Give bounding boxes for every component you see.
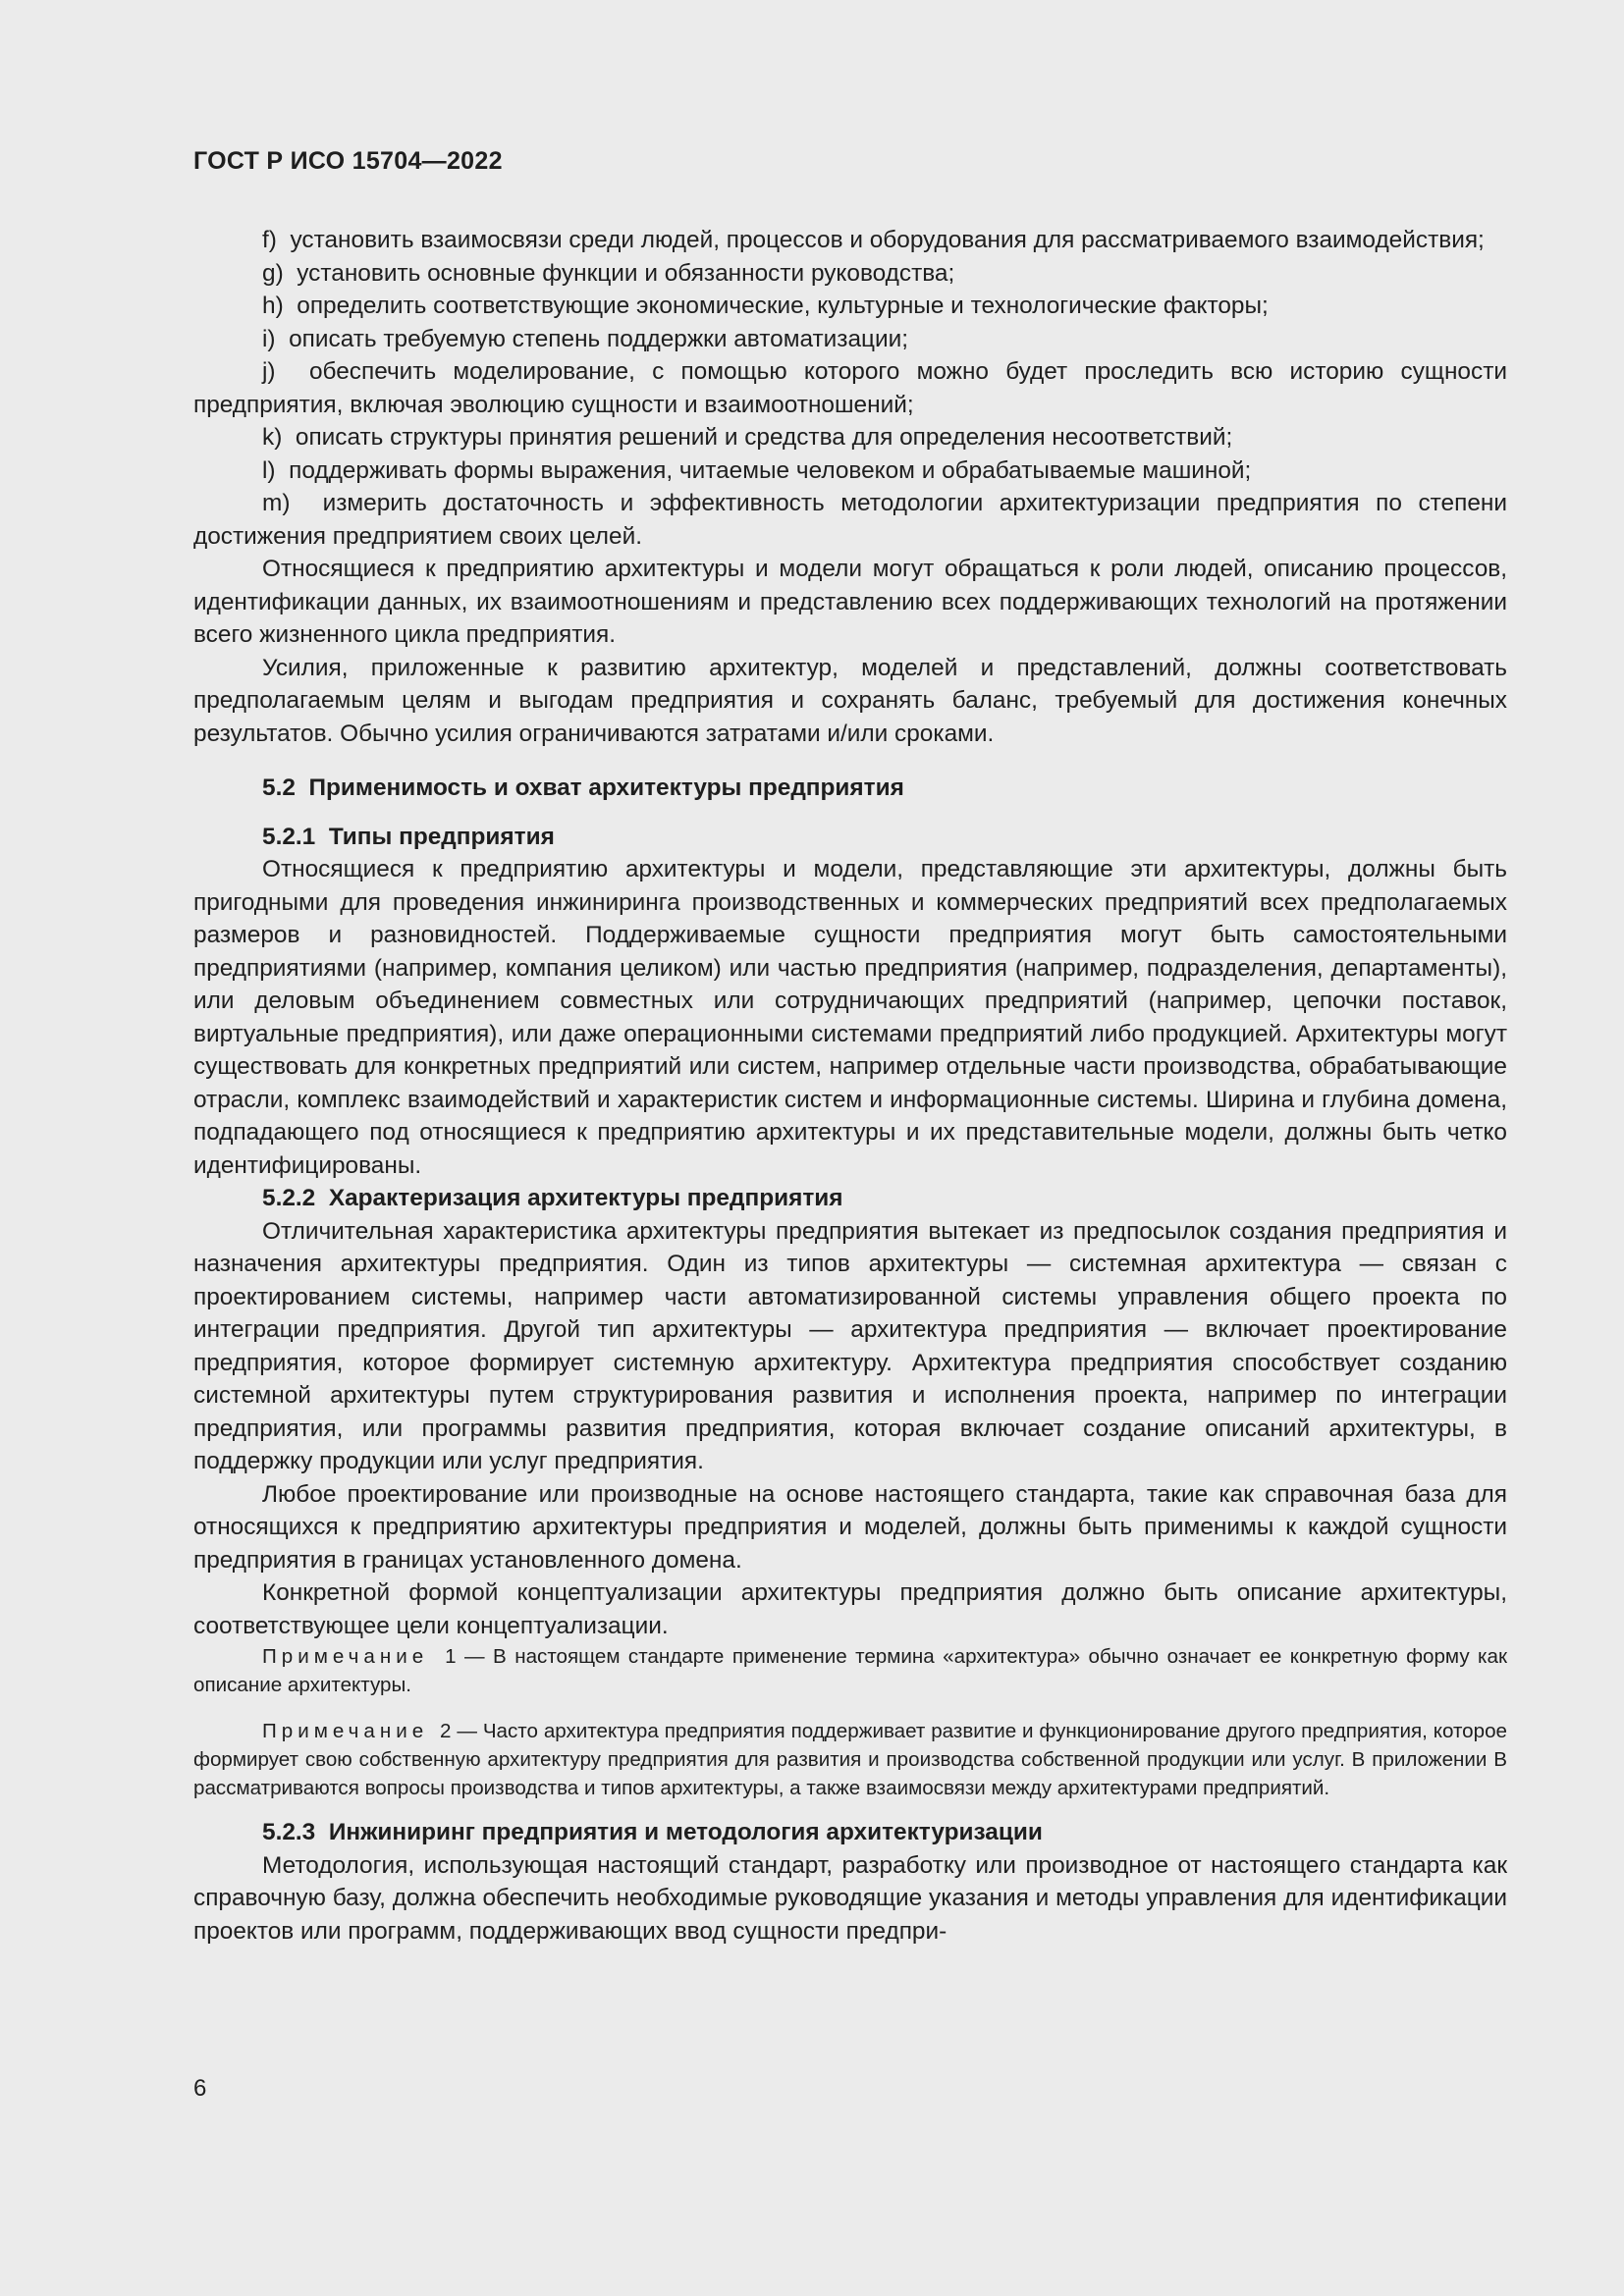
section-heading-5-2-3 bbox=[193, 1816, 1507, 1849]
section-title: Типы предприятия bbox=[328, 823, 555, 850]
list-marker: f) bbox=[262, 227, 277, 253]
body-paragraph: Относящиеся к предприятию архитектуры и модели, представляющие эти архитектуры, должны быть пригодными для проведения инжиниринга производственных и коммерческих предприятий всех предполагаемых размеров и разновидностей. Поддерживаемые сущности предприятия могут быть самостоятельными предприятиями (например, компания целиком) или частью предприятия (например, подразделения, департаменты), или деловым объединением совместных или сотрудничающих предприятий (например, цепочки поставок, виртуальные предприятия), или даже операционными системами предприятий либо продукцией. Архитектуры могут существовать для конкретных предприятий или систем, например отдельные части производства, обрабатывающие отрасли, комплекс взаимодействий и характеристик систем и информационные системы. Ширина и глубина домена, подпадающего под относящиеся к предприятию архитектуры и их представительные модели, должны быть четко идентифицированы. bbox=[193, 856, 1507, 1179]
section-heading-5-2-1 bbox=[193, 821, 1507, 854]
list-item bbox=[193, 355, 1507, 421]
list-marker: m) bbox=[262, 490, 291, 516]
body-paragraph: Отличительная характеристика архитектуры предприятия вытекает из предпосылок создания предприятия и назначения архитектуры предприятия. Один из типов архитектуры — системная архитектура — связан с проектированием системы, например части автоматизированной системы управления общего проекта по интеграции предприятия. Другой тип архитектуры — архитектура предприятия — включает проектирование предприятия, которое формирует системную архитектуру. Архитектура предприятия способствует созданию системной архитектуры путем структурирования развития и исполнения проекта, например по интеграции предприятия, или программы развития предприятия, которая включает создание описаний архитектуры, в поддержку продукции или услуг предприятия. bbox=[193, 1217, 1507, 1474]
section-number: 5.2.2 bbox=[262, 1185, 316, 1211]
list-marker: g) bbox=[262, 259, 284, 287]
section-title: Инжиниринг предприятия и методология архитектуризации bbox=[328, 1819, 1043, 1845]
list-text: поддерживать формы выражения, читаемые человеком и обрабатываемые машиной; bbox=[289, 456, 1252, 484]
list-item bbox=[193, 454, 1507, 488]
list-marker: h) bbox=[262, 293, 284, 319]
list-item bbox=[193, 323, 1507, 356]
list-text: описать структуры принятия решений и средства для определения несоответствий; bbox=[295, 424, 1233, 451]
section-title: Применимость и охват архитектуры предприятия bbox=[308, 774, 904, 801]
list-text: обеспечить моделирование, с помощью которого можно будет проследить всю историю сущности предприятия, включая эволюцию сущности и взаимоотношений; bbox=[193, 358, 1507, 418]
list-marker: l) bbox=[262, 456, 276, 484]
note-number: 1 bbox=[445, 1645, 457, 1668]
note-number: 2 bbox=[439, 1720, 452, 1742]
section-number: 5.2 bbox=[262, 774, 296, 801]
note-2 bbox=[193, 1717, 1507, 1802]
section-heading-5-2-2 bbox=[193, 1182, 1507, 1215]
body-paragraph: Методология, использующая настоящий стандарт, разработку или производное от настоящего стандарта как справочную базу, должна обеспечить необходимые руководящие указания и методы управления для идентификации проектов или программ, поддерживающих ввод сущности предпри- bbox=[193, 1851, 1507, 1945]
note-text: — В настоящем стандарте применение термина «архитектура» обычно означает ее конкретную форму как описание архитектуры. bbox=[193, 1645, 1507, 1696]
list-item bbox=[193, 257, 1507, 291]
list-marker: i) bbox=[262, 325, 276, 352]
page-number: 6 bbox=[193, 2075, 207, 2102]
section-number: 5.2.1 bbox=[262, 823, 316, 850]
note-label: Примечание bbox=[262, 1720, 429, 1742]
list-text: описать требуемую степень поддержки автоматизации; bbox=[289, 325, 909, 352]
list-marker: k) bbox=[262, 424, 283, 451]
body-paragraph: Относящиеся к предприятию архитектуры и модели могут обращаться к роли людей, описанию процессов, идентификации данных, их взаимоотношениям и представлению всех поддерживающих технологий на протяжении всего жизненного цикла предприятия. bbox=[193, 556, 1507, 648]
list-item bbox=[193, 421, 1507, 454]
page-content bbox=[193, 224, 1507, 1948]
section-title: Характеризация архитектуры предприятия bbox=[328, 1185, 843, 1211]
list-item bbox=[193, 290, 1507, 323]
list-text: измерить достаточность и эффективность методологии архитектуризации предприятия по степени достижения предприятием своих целей. bbox=[193, 490, 1507, 550]
list-item bbox=[193, 487, 1507, 553]
note-text: — Часто архитектура предприятия поддерживает развитие и функционирование другого предприятия, которое формирует свою собственную архитектуру предприятия для развития и производства собственной продукции или услуг. В приложении В рассматриваются вопросы производства и типов архитектуры, а также взаимосвязи между архитектурами предприятий. bbox=[193, 1720, 1507, 1799]
note-1 bbox=[193, 1642, 1507, 1699]
section-number: 5.2.3 bbox=[262, 1819, 316, 1845]
list-marker: j) bbox=[262, 358, 276, 385]
section-heading-5-2 bbox=[193, 772, 1507, 805]
list-item bbox=[193, 224, 1507, 257]
body-paragraph: Любое проектирование или производные на основе настоящего стандарта, такие как справочная база для относящихся к предприятию архитектуры предприятия и моделей, должны быть применимы к каждой сущности предприятия в границах установленного домена. bbox=[193, 1480, 1507, 1574]
list-text: установить взаимосвязи среди людей, процессов и оборудования для рассматриваемого взаимодействия; bbox=[290, 227, 1485, 253]
body-paragraph: Усилия, приложенные к развитию архитектур, моделей и представлений, должны соответствовать предполагаемым целям и выгодам предприятия и сохранять баланс, требуемый для достижения конечных результатов. Обычно усилия ограничиваются затратами и/или сроками. bbox=[193, 654, 1507, 747]
list-text: установить основные функции и обязанности руководства; bbox=[297, 259, 955, 287]
standard-header: ГОСТ Р ИСО 15704—2022 bbox=[193, 147, 503, 175]
list-text: определить соответствующие экономические, культурные и технологические факторы; bbox=[297, 293, 1269, 319]
note-label: Примечание bbox=[262, 1645, 429, 1668]
body-paragraph: Конкретной формой концептуализации архитектуры предприятия должно быть описание архитектуры, соответствующее цели концептуализации. bbox=[193, 1579, 1507, 1639]
